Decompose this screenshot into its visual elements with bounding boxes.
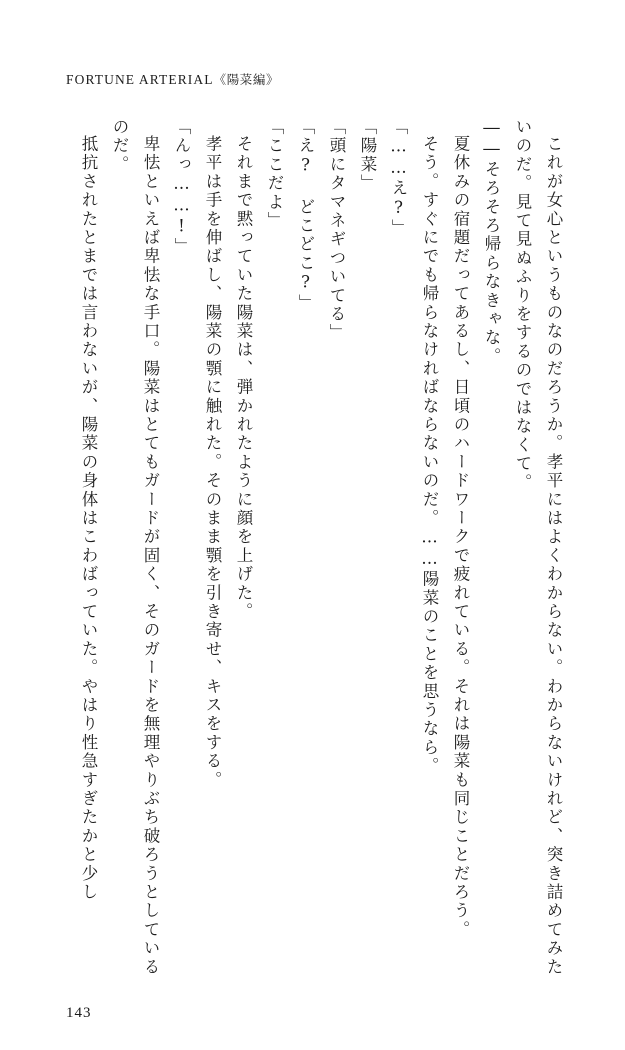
paragraph: 「ここだよ」 [265,118,284,231]
paragraph: 「……え?」 [389,118,408,238]
paragraph: 「え? どこどこ?」 [296,118,315,313]
paragraph: 抵抗されたとまでは言わないが、陽菜の身体はこわばっていた。やはり性急すぎたかと少し [79,134,98,902]
paragraph: 孝平は手を伸ばし、陽菜の顎に触れた。そのまま顎を引き寄せ、キスをする。 [203,134,222,789]
page-body-text [73,118,569,978]
paragraph: 「頭にタマネギついてる」 [327,118,346,343]
paragraph: そう。すぐにでも帰らなければならないのだ。……陽菜のことを思うなら。 [420,134,439,776]
paragraph: これが女心というものなのだろうか。孝平にはよくわからない。わからないけれど、突き詰めてみたいのだ。見て見ぬふりをするのではなくて。 [513,118,563,976]
paragraph: 夏休みの宿題だってあるし、日頃のハードワークで疲れている。それは陽菜も同じことだろう。 [451,134,470,939]
page-number: 143 [66,1005,92,1021]
paragraph: 卑怯といえば卑怯な手口。陽菜はとてもガードが固く、そのガードを無理やりぶち破ろうとしているのだ。 [110,118,160,976]
paragraph: それまで黙っていた陽菜は、弾かれたように顔を上げた。 [234,134,253,621]
paragraph: ――そろそろ帰らなきゃな。 [482,118,501,367]
paragraph: 「んっ……!」 [172,118,191,257]
running-header [66,70,279,88]
paragraph: 「陽菜」 [358,118,377,193]
running-header-subtitle: 《陽菜編》 [213,72,280,87]
running-header-title: FORTUNE ARTERIAL [66,72,214,87]
